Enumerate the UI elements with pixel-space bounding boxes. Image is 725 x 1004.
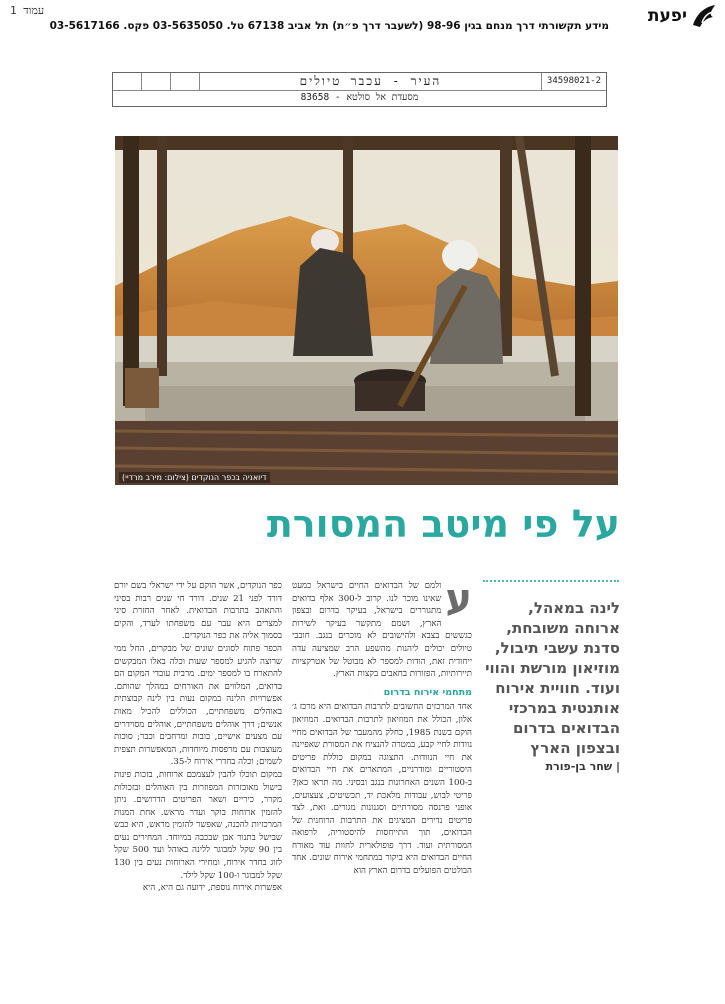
article-paragraph: כפר הנוקדים, אשר הוקם על ידי ישראלי בשם יורם דורד לפני 21 שנים. דורד חי שנים רבות בסיני והתאהב בתרבות הבדואית. לאחר החזרת סיני למצרים היא עבר עם משפחתו לערד, והקים בסמוך אליה את כפר הנוקדים. xyxy=(114,581,282,642)
tent-desert-scene xyxy=(115,136,618,485)
article-subheading: מתחמי אירוח בדרום xyxy=(383,686,472,698)
brand-logo xyxy=(648,3,717,29)
article-column-2 xyxy=(114,580,282,895)
drop-cap: ע xyxy=(445,576,472,622)
publication-title: העיר - עכבר טיולים xyxy=(299,74,442,88)
article-lead: לינה במאהל, ארוחה משובחת, סדנת עשבי תיבול, מוזיאון מורשת והווי ועוד. חוויית אירוח אותנטית במרכזי הבדואים בדרום ובצפון הארץ xyxy=(485,599,620,757)
article-photo xyxy=(115,136,618,485)
publication-subtitle: מסעדת אל סולטא - 83658 xyxy=(300,92,419,103)
article-paragraph xyxy=(292,576,472,681)
paragraph-text: ולמם של הבדואים החיים בישראל כמעט שאינו מוכר לנו. קרוב ל-300 אלף בדואים מתגוררים בישראל, בעיקר בדרום ובצפון הארץ, ושמם מתקשר בעיקר לשירות כגששים בצבא ולהישובים לא מוכרים בנגב. חובבי טיולים יכולים ליהנות מהשפע הרב שמציעה עדה ייחודית זאת, הודות למספר לא מבוטל של אטרקציות תיירותיות, הפזורות בחאבים בקצות הארץ. xyxy=(292,581,472,680)
article-paragraph: הכפר פתוח לסוגים שונים של מבקרים, החל ממי שרוצה להגיע למספר שעות וכלה באלו המבקשים להתארח בו למספר ימים. מרבית עובדי המקום הם בדואים, המלווים את האורחים במהלך שהותם. אפשרויות הלינה במקום נעות בין לינה קבוצתית באוהלים משפחתיים, הכוללים להכיל מאות אנשים; דרך אוהלים משפחתיים, אוהלים מסוידרים עם מצעים אישיים, בובות ומרחבים וכבר; סוכות מעוצבות עם מרפסות מיוחדות, המאפשרות תצפית לשמים; וכלה בחדרי אירוח ל-35. xyxy=(114,643,282,768)
info-cell xyxy=(142,73,171,90)
info-cell xyxy=(113,73,142,90)
divider xyxy=(483,580,619,582)
article-column-1 xyxy=(292,576,472,878)
page-number: עמוד 1 xyxy=(10,4,45,17)
photo-caption: דיואניה בכפר הנוקדים (צילום: מירב מרדיי) xyxy=(119,472,270,483)
article-paragraph: אפשרות אירוח נוספת, ידועה גם היא, היא xyxy=(142,883,282,894)
clipping-id: 34598021-2 xyxy=(541,73,606,90)
info-cell xyxy=(171,73,200,90)
brand-name: יפעת xyxy=(647,6,687,26)
agency-address: מידע תקשורתי דרך מנחם בגין 98-96 (לשעבר דרך פ״ת) תל אביב 67138 טל. 03-5635050 פקס. 03-5617166 xyxy=(49,20,609,32)
article-paragraph: אחד המרכזים החשובים לתרבות הבדואים היא מרכז ג׳ אלון, הכולל את המוזיאון לתרבות הבדואים. המוזיאון הוקם בשנת 1985, כחלק מהמעבר של הבדואים מחיי נוודות לחיי קבע, במטרה להנציח את המסורת שאפיינה את חיי הנוודות. התצוגה במקום כוללת פריטים היסטוריים ומודרניים, המתארים את חיי הבדואים ב-100 השנים האחרונות בנגב ובסיני. מה תראו כאן? פריטי לבוש, עבודות מלאכת יד, תכשיטים, צעצועים, אופני פרנסה מסורתיים וסגנונות מגורים. זאת, לצד פריטים נדירים המציגים את התרבות הרוחנית של הבדואים, תוך התייחסות להיסטוריה, לרפואה המסורתית ועוד. דרך פופולארית לחוות עוד מאורח החיים הבדואים היא ביקור במתחמי אירוח שונים. אחד הבולטים הפועלים בדרום הארץ הוא xyxy=(292,702,472,877)
article-byline: | שחר בן-פורת xyxy=(545,760,620,773)
publication-info-row xyxy=(113,73,606,91)
bird-logo-icon xyxy=(691,3,717,29)
article-headline: על פי מיטב המסורת xyxy=(266,502,620,546)
article-paragraph: במקום תוכלו להבין לעצמכם ארוחות, בזכות פינות בישול מאובזרות המפוזרות בין האוהלים ובזכולות מקרר, כיריים ושאר הפריטים הדרושים. ניתן להזמין ארוחות בוקר ועדר מראש. אחת המנות המרכזיות להכנה, שאפשר להזמין מראש, היא כבש שבישל בתנור אבן שבכבה במיוחד. המחירים נעים בין 90 שקל למבוגר ללינה באוהל ועד 500 שקל לזוג בחדר אירוח, ומחירי הארוחות נעים בין 130 שקל למבוגר ו-100 שקל לילד. xyxy=(114,769,283,881)
publication-info-box xyxy=(112,72,607,107)
